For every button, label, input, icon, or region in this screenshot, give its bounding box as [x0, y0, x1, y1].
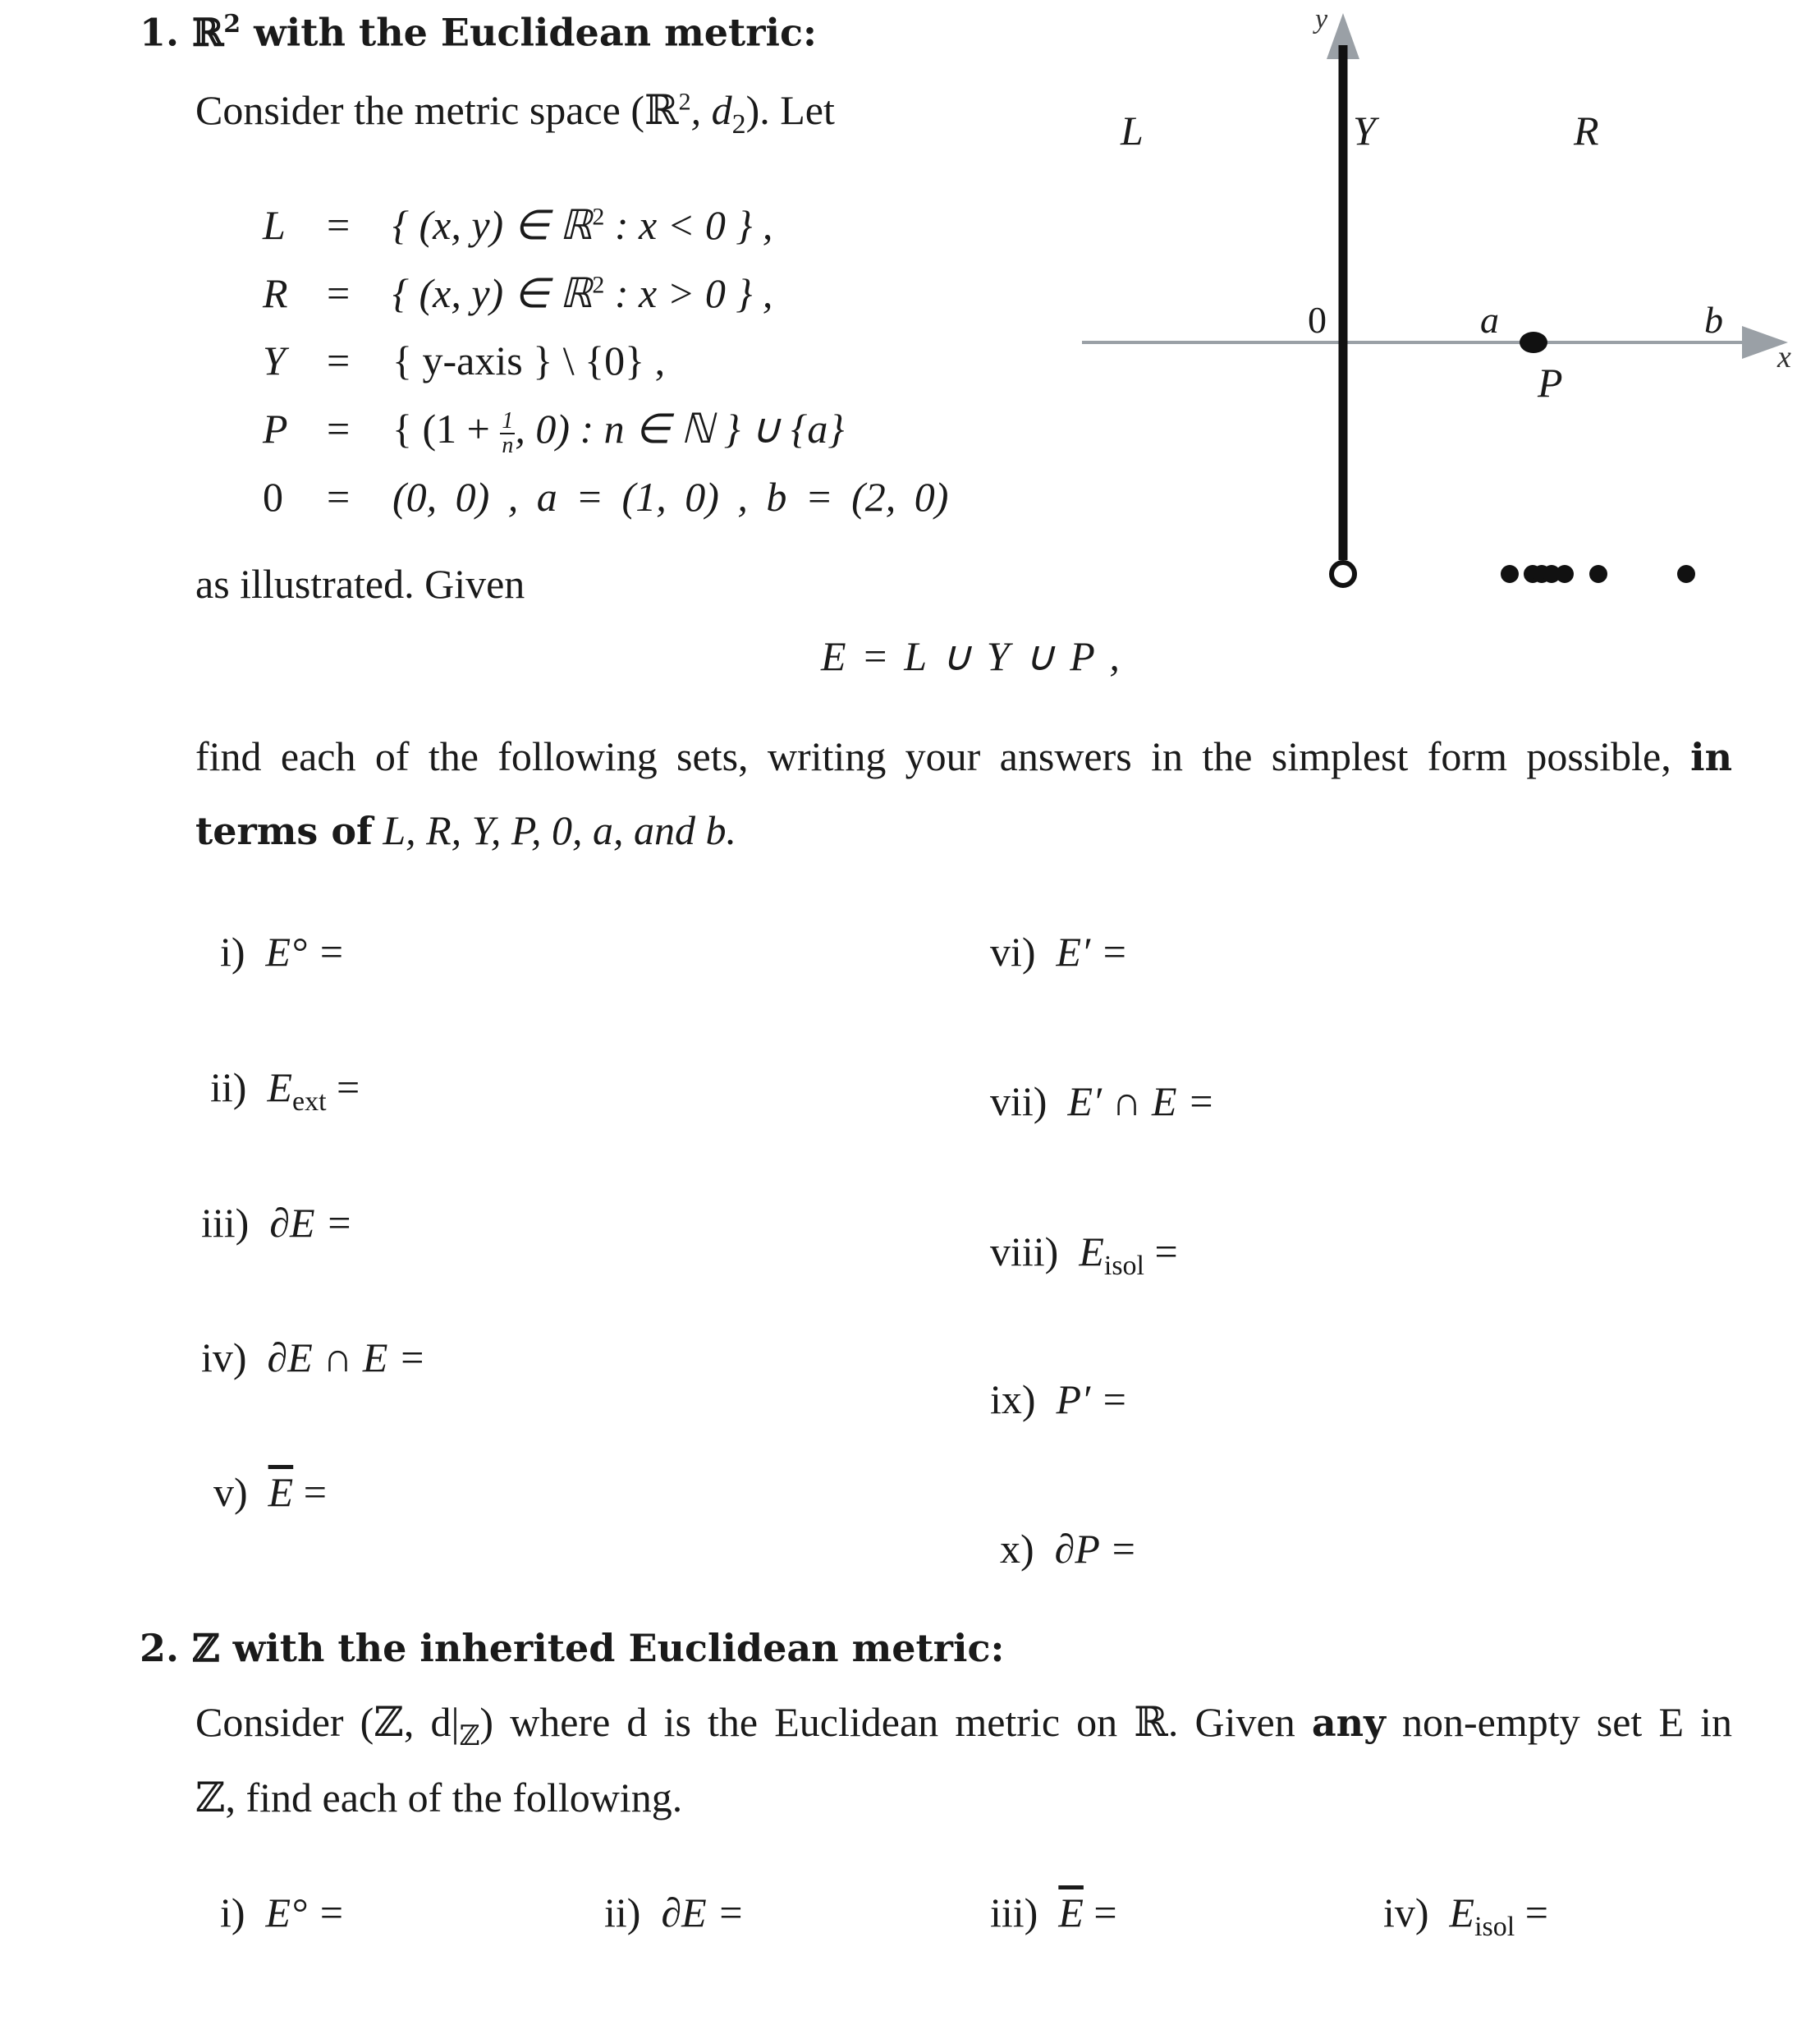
origin-label: 0 — [1308, 299, 1327, 341]
def-P-frac-den: n — [502, 432, 514, 458]
q1-intro-sub: 2 — [731, 109, 746, 140]
part-expr: ∂P = — [1054, 1526, 1138, 1572]
part-label: ii) — [604, 1889, 641, 1935]
part-eq: = — [303, 1469, 327, 1515]
y-axis-label: y — [1315, 4, 1328, 34]
def-R-sup: 2 — [592, 271, 605, 299]
def-L-eq: = — [327, 202, 351, 248]
part-expr: P′ = — [1056, 1376, 1129, 1422]
q2-line2: ℤ, find each of the following. — [195, 1775, 683, 1820]
part-label: viii) — [990, 1228, 1059, 1274]
def-R-lhs: R — [263, 270, 288, 316]
point-a-dot — [1520, 332, 1547, 353]
def-Y-rhs: { y-axis } \ {0} , — [392, 337, 666, 383]
def-R-rhs — [392, 269, 772, 317]
q2-line1-b: ) where d is the Euclidean metric on ℝ. Given — [479, 1699, 1295, 1745]
def-L-rhs-a: { (x, y) ∈ ℝ — [392, 202, 593, 248]
q1-part-iv — [201, 1334, 426, 1381]
part-expr: E — [1079, 1228, 1104, 1274]
q1-part-i — [220, 928, 345, 976]
q2-heading — [140, 1626, 1005, 1670]
part-expr: E° = — [265, 1889, 346, 1935]
part-sub: isol — [1103, 1251, 1144, 1281]
part-label: iv) — [201, 1334, 247, 1380]
q1-find-line2 — [195, 806, 736, 854]
part-expr: ∂E = — [269, 1200, 353, 1246]
part-eq: = — [337, 1064, 360, 1110]
q2-line1-a: Consider (ℤ, d| — [195, 1699, 460, 1745]
part-label: i) — [220, 1889, 245, 1935]
def-R-eq: = — [327, 270, 351, 316]
def-O-rhs: (0, 0) , a = (1, 0) , b = (2, 0) — [392, 474, 949, 520]
q1-part-x — [1000, 1525, 1137, 1573]
q1-part-v — [213, 1468, 327, 1516]
q1-find-bold: terms of — [195, 809, 373, 853]
def-Y-lhs: Y — [263, 337, 286, 383]
region-R-label: R — [1574, 108, 1599, 154]
q1-diagram — [1075, 0, 1814, 608]
part-expr: E — [267, 1064, 292, 1110]
q1-find-vars: L, R, Y, P, 0, a, and b. — [383, 807, 736, 853]
q1-part-vi — [990, 928, 1128, 976]
q1-find-text: find each of the following sets, writing your answers in the simplest form possible, — [195, 733, 1671, 779]
q1-intro-sup: 2 — [678, 88, 691, 116]
part-eq: = — [1154, 1228, 1178, 1274]
def-P-rhs-a: { (1 + — [392, 406, 490, 452]
def-L-rhs — [392, 201, 772, 249]
part-sub: ext — [291, 1086, 327, 1117]
part-expr: ∂E = — [661, 1889, 745, 1935]
part-sub: isol — [1474, 1912, 1515, 1942]
q2-part-iii — [990, 1889, 1117, 1936]
q2-line1 — [195, 1698, 1732, 1752]
q1-intro-part: , d — [690, 87, 732, 133]
part-label: ii) — [210, 1064, 247, 1110]
q1-heading-text: with the Euclidean metric: — [254, 10, 817, 55]
q1-given: as illustrated. Given — [195, 561, 525, 607]
E-definition: E = L ∪ Y ∪ P , — [821, 633, 1120, 679]
def-O-lhs: 0 — [263, 474, 283, 520]
q1-part-ix — [990, 1375, 1128, 1423]
q1-intro-part: Consider the metric space (ℝ — [195, 87, 679, 133]
q2-line1-c: non-empty set E in — [1402, 1699, 1733, 1745]
q2-part-ii — [604, 1889, 745, 1936]
def-L-lhs: L — [263, 202, 286, 248]
q2-heading-set: ℤ — [192, 1626, 220, 1670]
q2-line1-sub: ℤ — [459, 1721, 480, 1752]
q1-intro-part: ). Let — [745, 87, 835, 133]
def-P-frac-num: 1 — [502, 407, 514, 434]
def-R-rhs-b: : x > 0 } , — [604, 270, 773, 316]
b-label: b — [1704, 299, 1723, 341]
q2-line1-bold: any — [1311, 1701, 1386, 1745]
q1-intro — [195, 86, 835, 140]
part-label: i) — [220, 929, 245, 975]
q1-heading-sup: 2 — [223, 10, 241, 39]
part-label: v) — [213, 1469, 248, 1515]
part-expr-closure: $\overline{E}$ — [1058, 1889, 1084, 1935]
open-endpoint-circle — [1332, 562, 1355, 585]
def-P-rhs-b: , 0) : n ∈ ℕ } ∪ {a} — [515, 406, 845, 452]
part-label: x) — [1000, 1526, 1034, 1572]
def-P-rhs — [392, 405, 844, 457]
q1-number: 1. — [140, 10, 180, 55]
q2-part-i — [220, 1889, 345, 1936]
part-label: vi) — [990, 929, 1036, 975]
part-expr: E° = — [265, 929, 346, 975]
sequence-point — [1556, 565, 1574, 583]
q1-heading — [140, 10, 817, 54]
q1-part-iii — [201, 1199, 353, 1247]
part-expr-closure: $\overline{E}$ — [268, 1469, 294, 1515]
def-O-eq: = — [327, 474, 351, 520]
def-L-sup: 2 — [592, 203, 605, 231]
part-eq: = — [1093, 1889, 1117, 1935]
q2-number: 2. — [140, 1626, 180, 1670]
q2-part-iv — [1383, 1889, 1548, 1943]
part-eq: = — [1524, 1889, 1548, 1935]
q1-part-ii — [210, 1063, 360, 1118]
q1-find-bold: in — [1690, 735, 1733, 779]
def-P-lhs: P — [263, 406, 288, 452]
part-label: iii) — [201, 1200, 250, 1246]
def-P-fraction — [500, 407, 515, 458]
q1-heading-set: ℝ — [192, 10, 224, 55]
def-P-eq: = — [327, 406, 351, 452]
q1-find-line1 — [195, 732, 1732, 780]
region-Y-label: Y — [1353, 108, 1376, 154]
part-label: vii) — [990, 1078, 1048, 1124]
def-Y-eq: = — [327, 337, 351, 383]
region-L-label: L — [1121, 108, 1144, 154]
part-label: iii) — [990, 1889, 1038, 1935]
q2-heading-text: with the inherited Euclidean metric: — [232, 1626, 1005, 1670]
part-label: iv) — [1383, 1889, 1429, 1935]
sequence-point — [1501, 565, 1519, 583]
sequence-point — [1589, 565, 1607, 583]
x-axis-label: x — [1777, 340, 1791, 374]
q1-part-viii — [990, 1228, 1178, 1282]
part-expr: E′ = — [1056, 929, 1129, 975]
a-label: a — [1480, 299, 1499, 341]
def-R-rhs-a: { (x, y) ∈ ℝ — [392, 270, 593, 316]
sequence-point — [1677, 565, 1695, 583]
def-L-rhs-b: : x < 0 } , — [604, 202, 773, 248]
part-expr: E′ ∩ E = — [1067, 1078, 1215, 1124]
P-label: P — [1538, 360, 1563, 406]
part-expr: ∂E ∩ E = — [267, 1334, 426, 1380]
part-expr: E — [1449, 1889, 1475, 1935]
q1-part-vii — [990, 1077, 1215, 1125]
part-label: ix) — [990, 1376, 1036, 1422]
